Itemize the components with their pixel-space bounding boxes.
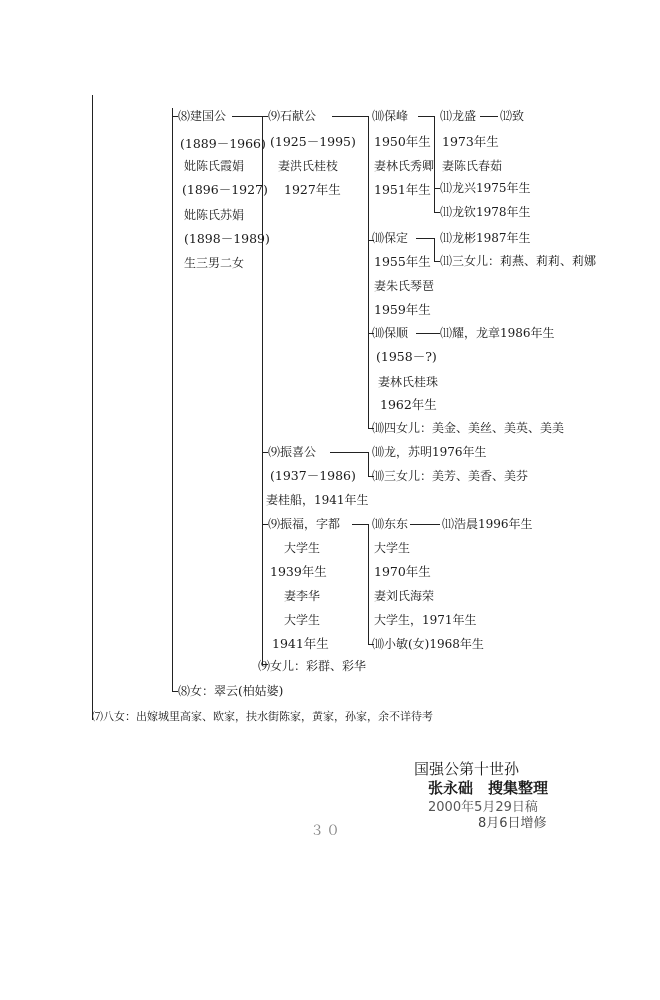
gen8-trunk-line [172,108,173,692]
baoding-name: ⑽保定 [372,231,409,245]
xiaomin-entry: ⑽小敏(女)1968年生 [372,637,484,651]
zhi-name: ⑿致 [500,109,525,123]
jianguo-children-note: 生三男二女 [184,256,245,270]
zhangxi-name: ⑼振喜公 [268,445,317,459]
signature-line4: 8月6日增修 [478,816,547,831]
zhenfu-name: ⑼振福，字都 [268,517,341,531]
baoshun-wife-born: 1962年生 [380,397,437,412]
long-suming-entry: ⑽龙，苏明1976年生 [372,445,487,459]
dongdong-edu: 大学生 [374,541,411,555]
dongdong-name: ⑽东东 [372,517,409,531]
zhangxi-wife: 妻桂船，1941年生 [266,493,369,507]
page-number: ３０ [310,823,342,839]
shixian-name: ⑼石献公 [268,109,317,123]
haochen-entry: ⑾浩晨1996年生 [442,517,533,531]
signature-line3: 2000年5月29日稿 [428,800,538,815]
longzhang-entry: ⑾耀，龙章1986年生 [440,326,555,340]
baofeng-born: 1950年生 [374,134,431,149]
jianguo-wife1: 妣陈氏霞娟 [184,159,245,173]
jianguo-wife2: 妣陈氏苏娟 [184,208,245,222]
gen9-daughters: ⑼女儿：彩群、彩华 [258,659,367,673]
jianguo-wife2-years: (1898－1989) [184,231,270,246]
longsheng-wife: 妻陈氏春茹 [442,159,503,173]
shixian-wife-born: 1927年生 [284,182,341,197]
shixian-years: (1925－1995) [270,134,356,149]
gen7-footnote: ⑺八女：出嫁城里高家、欧家，扶水街陈家，黄家，孙家，余不详待考 [92,710,433,723]
gen8-daughter: ⑻女：翠云(柏姑婆) [178,684,284,698]
baoshun-wife: 妻林氏桂珠 [378,375,439,389]
gen7-trunk-line [92,95,93,720]
gen10-trunk-line [368,116,369,429]
baofeng-wife: 妻林氏秀卿 [374,159,435,173]
shixian-wife: 妻洪氏桂枝 [278,159,339,173]
dongdong-wife-info: 大学生，1971年生 [374,613,477,627]
dongdong-born: 1970年生 [374,564,431,579]
longqin-entry: ⑾龙钦1978年生 [440,205,531,219]
dongdong-wife: 妻刘氏海荣 [374,589,435,603]
longsheng-born: 1973年生 [442,134,499,149]
longxing-entry: ⑾龙兴1975年生 [440,181,531,195]
zhenfu-wife-edu: 大学生 [284,613,321,627]
baoding-wife-born: 1959年生 [374,302,431,317]
baoding-wife: 妻朱氏琴琶 [374,279,435,293]
zhenfu-wife: 妻李华 [284,589,321,603]
zhangxi-years: (1937－1986) [270,468,356,483]
signature-line1: 国强公第十世孙 [414,760,520,778]
four-daughters: ⑽四女儿：美金、美丝、美英、美美 [372,421,565,435]
longbin-entry: ⑾龙彬1987年生 [440,231,531,245]
zhenfu-edu: 大学生 [284,541,321,555]
jianguo-name: ⑻建国公 [178,109,227,123]
signature-line2: 张永础 搜集整理 [428,779,549,797]
jianguo-wife1-years: (1896－1927) [182,182,268,197]
jianguo-years: (1889－1966) [180,136,266,151]
longsheng-name: ⑾龙盛 [440,109,477,123]
baofeng-wife-born: 1951年生 [374,182,431,197]
three-daughters-a: ⑾三女儿：莉燕、莉莉、莉娜 [440,254,597,268]
zhenfu-wife-born: 1941年生 [272,636,329,651]
baoding-born: 1955年生 [374,254,431,269]
baoshun-years: (1958－?) [376,349,437,364]
zhenfu-born: 1939年生 [270,564,327,579]
baoshun-name: ⑽保顺 [372,326,409,340]
three-daughters-b: ⑽三女儿：美芳、美香、美芬 [372,469,529,483]
gen9-trunk-line [262,116,263,665]
baofeng-name: ⑽保峰 [372,109,409,123]
